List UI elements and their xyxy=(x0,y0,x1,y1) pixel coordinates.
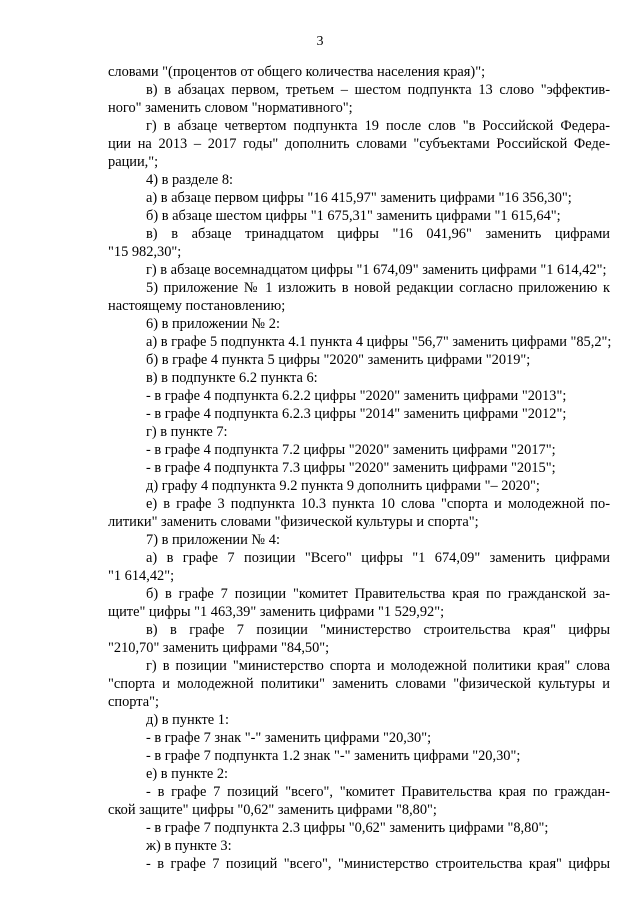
text-line: - в графе 4 подпункта 6.2.2 цифры "2020" заменить цифрами "2013"; xyxy=(146,388,567,404)
text-line: е) в графе 3 подпункта 10.3 пункта 10 слова "спорта и молодежной по- xyxy=(146,496,610,512)
text-line: "1 614,42"; xyxy=(108,568,175,584)
text-line: 7) в приложении № 4: xyxy=(146,532,280,548)
text-line: ж) в пункте 3: xyxy=(146,838,232,854)
text-line: спорта"; xyxy=(108,694,160,710)
text-line: литики" заменить словами "физической культуры и спорта"; xyxy=(108,514,479,530)
text-line: - в графе 7 позиций "всего", "комитет Правительства края по граждан- xyxy=(146,784,610,800)
text-line: "210,70" заменить цифрами "84,50"; xyxy=(108,640,330,656)
text-line: "спорта и молодежной политики" заменить словами "физической культуры и xyxy=(108,676,610,692)
text-line: г) в абзаце четвертом подпункта 19 после слов "в Российской Федера- xyxy=(146,118,610,134)
text-line: д) в пункте 1: xyxy=(146,712,229,728)
text-line: - в графе 7 подпункта 1.2 знак "-" заменить цифрами "20,30"; xyxy=(146,748,521,764)
text-line: в) в графе 7 позиции "министерство строительства края" цифры xyxy=(146,622,610,638)
text-line: а) в абзаце первом цифры "16 415,97" заменить цифрами "16 356,30"; xyxy=(146,190,572,206)
text-line: е) в пункте 2: xyxy=(146,766,229,782)
text-line: д) графу 4 подпункта 9.2 пункта 9 дополнить цифрами "– 2020"; xyxy=(146,478,540,494)
text-line: рации,"; xyxy=(108,154,159,170)
text-line: "15 982,30"; xyxy=(108,244,182,260)
text-line: 6) в приложении № 2: xyxy=(146,316,280,332)
text-line: б) в графе 4 пункта 5 цифры "2020" заменить цифрами "2019"; xyxy=(146,352,531,368)
text-line: г) в абзаце восемнадцатом цифры "1 674,09" заменить цифрами "1 614,42"; xyxy=(146,262,607,278)
text-line: г) в пункте 7: xyxy=(146,424,228,440)
text-line: - в графе 4 подпункта 7.2 цифры "2020" заменить цифрами "2017"; xyxy=(146,442,556,458)
text-line: г) в позиции "министерство спорта и молодежной политики края" слова xyxy=(146,658,610,674)
document-body xyxy=(108,63,610,873)
text-line: в) в абзацах первом, третьем – шестом подпункта 13 слово "эффектив- xyxy=(146,82,610,98)
text-line: ции на 2013 – 2017 годы" дополнить словами "субъектами Российской Феде- xyxy=(108,136,610,152)
text-line: ного" заменить словом "нормативного"; xyxy=(108,100,353,116)
text-line: в) в подпункте 6.2 пункта 6: xyxy=(146,370,318,386)
text-line: - в графе 7 позиций "всего", "министерство строительства края" цифры xyxy=(146,856,610,872)
text-line: б) в абзаце шестом цифры "1 675,31" заменить цифрами "1 615,64"; xyxy=(146,208,561,224)
text-line: ской защите" цифры "0,62" заменить цифрами "8,80"; xyxy=(108,802,437,818)
text-line: - в графе 4 подпункта 6.2.3 цифры "2014" заменить цифрами "2012"; xyxy=(146,406,567,422)
text-line: - в графе 4 подпункта 7.3 цифры "2020" заменить цифрами "2015"; xyxy=(146,460,556,476)
text-line: б) в графе 7 позиции "комитет Правительства края по гражданской за- xyxy=(146,586,610,602)
text-line: 5) приложение № 1 изложить в новой редакции согласно приложению к xyxy=(146,280,610,296)
text-line: в) в абзаце тринадцатом цифры "16 041,96" заменить цифрами xyxy=(146,226,610,242)
text-line: 4) в разделе 8: xyxy=(146,172,234,188)
text-line: а) в графе 5 подпункта 4.1 пункта 4 цифры "56,7" заменить цифрами "85,2"; xyxy=(146,334,612,350)
text-line: - в графе 7 подпункта 2.3 цифры "0,62" заменить цифрами "8,80"; xyxy=(146,820,549,836)
text-line: словами "(процентов от общего количества населения края)"; xyxy=(108,64,486,80)
text-line: щите" цифры "1 463,39" заменить цифрами "1 529,92"; xyxy=(108,604,445,620)
text-line: - в графе 7 знак "-" заменить цифрами "20,30"; xyxy=(146,730,432,746)
page-number: 3 xyxy=(316,34,324,49)
text-line: настоящему постановлению; xyxy=(108,298,286,314)
text-line: а) в графе 7 позиции "Всего" цифры "1 674,09" заменить цифрами xyxy=(146,550,610,566)
